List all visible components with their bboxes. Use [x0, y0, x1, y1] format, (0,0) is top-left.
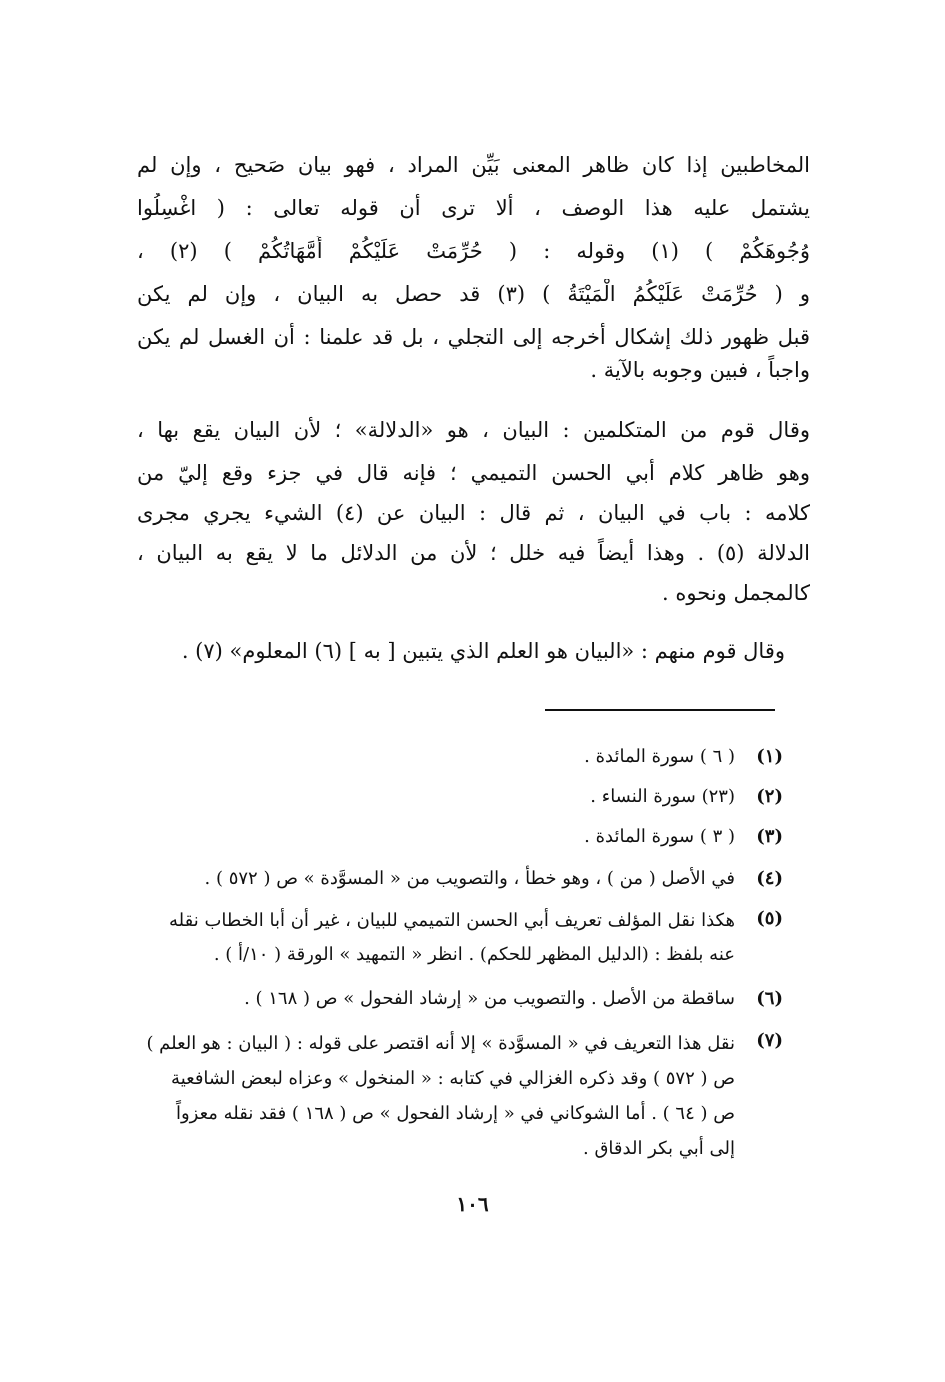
- footnote-divider: [545, 709, 775, 711]
- footnote-number: (٥): [756, 908, 783, 929]
- footnote-number: (٣): [756, 826, 783, 847]
- body-line: قبل ظهور ذلك إشكال أخرجه إلى التجلي ، بل قد علمنا : أن الغسل لم يكن: [137, 325, 810, 349]
- body-line: و ( حُرِّمَتْ عَلَيْكُمُ الْمَيْتَةُ ) (٣) قد حصل به البيان ، وإن لم يكن: [137, 282, 810, 306]
- footnote-text: ساقطة من الأصل . والتصويب من « إرشاد الفحول » ص ( ١٦٨ ) .: [244, 988, 735, 1009]
- footnote-number: (٧): [756, 1030, 783, 1051]
- footnote-number: (٦): [756, 988, 783, 1009]
- footnote: [143, 822, 783, 852]
- footnote: [143, 864, 783, 894]
- body-line: واجباً ، فبين وجوبه بالآية .: [590, 358, 810, 382]
- footnote-number: (٢): [756, 786, 783, 807]
- footnote: [143, 984, 783, 1014]
- body-line: كالمجمل ونحوه .: [662, 581, 810, 605]
- footnote: [143, 782, 783, 812]
- body-line: الدلالة (٥) . وهذا أيضاً فيه خلل ؛ لأن من الدلائل ما لا يقع به البيان ،: [137, 541, 810, 565]
- page-number: ١٠٦: [456, 1192, 489, 1216]
- footnote-number: (٤): [756, 868, 783, 889]
- body-line: وقال قوم منهم : «البيان هو العلم الذي يتبين [ به ] (٦) المعلوم» (٧) .: [181, 639, 785, 663]
- footnote: [143, 1026, 783, 1166]
- footnote-text: ( ٣ ) سورة المائدة .: [584, 826, 735, 847]
- body-line: المخاطبين إذا كان ظاهر المعنى بَيِّن المراد ، فهو بيان صَحيح ، وإن لم: [137, 153, 810, 177]
- footnote-text: ( ٦ ) سورة المائدة .: [584, 746, 735, 767]
- body-line: وهو ظاهر كلام أبي الحسن التميمي ؛ فإنه قال في جزء وقع إليّ من: [137, 461, 810, 485]
- footnote: [143, 742, 783, 772]
- footnote-text: نقل هذا التعريف في « المسوَّدة » إلا أنه اقتصر على قوله : ( البيان : هو العلم ) ص ( ٥٧٢ ) وقد ذكره الغزالي في كتابه : « المنخول » وعزاه لبعض الشافعية ص ( ٦٤ ) . أما الشوكاني في « إرشاد الفحول » ص ( ١٦٨ ) فقد نقله معزواً إلى أبي بكر الدقاق .: [146, 1033, 735, 1159]
- body-line: وقال قوم من المتكلمين : البيان ، هو «الدلالة» ؛ لأن البيان يقع بها ،: [137, 418, 810, 442]
- body-line: يشتمل عليه هذا الوصف ، ألا ترى أن قوله تعالى : ( اغْسِلُوا: [137, 196, 810, 220]
- footnote-text: هكذا نقل المؤلف تعريف أبي الحسن التميمي للبيان ، غير أن أبا الخطاب نقله عنه بلفظ : (الدليل المظهر للحكم) . انظر « التمهيد » الورقة ( ١٠/أ ) .: [169, 910, 735, 965]
- footnote: [143, 904, 783, 974]
- body-line: كلامه : باب في البيان ، ثم قال : البيان عن (٤) الشيء يجري مجرى: [137, 501, 810, 525]
- footnote-number: (١): [756, 746, 783, 767]
- body-line: وُجُوهَكُمْ ) (١) وقوله : ( حُرِّمَتْ عَلَيْكُمْ أُمَّهَاتُكُمْ ) (٢) ،: [137, 239, 810, 263]
- footnote-text: في الأصل ( من ) ، وهو خطأ ، والتصويب من « المسوَّدة » ص ( ٥٧٢ ) .: [204, 868, 735, 889]
- footnote-text: (٢٣) سورة النساء .: [590, 786, 735, 807]
